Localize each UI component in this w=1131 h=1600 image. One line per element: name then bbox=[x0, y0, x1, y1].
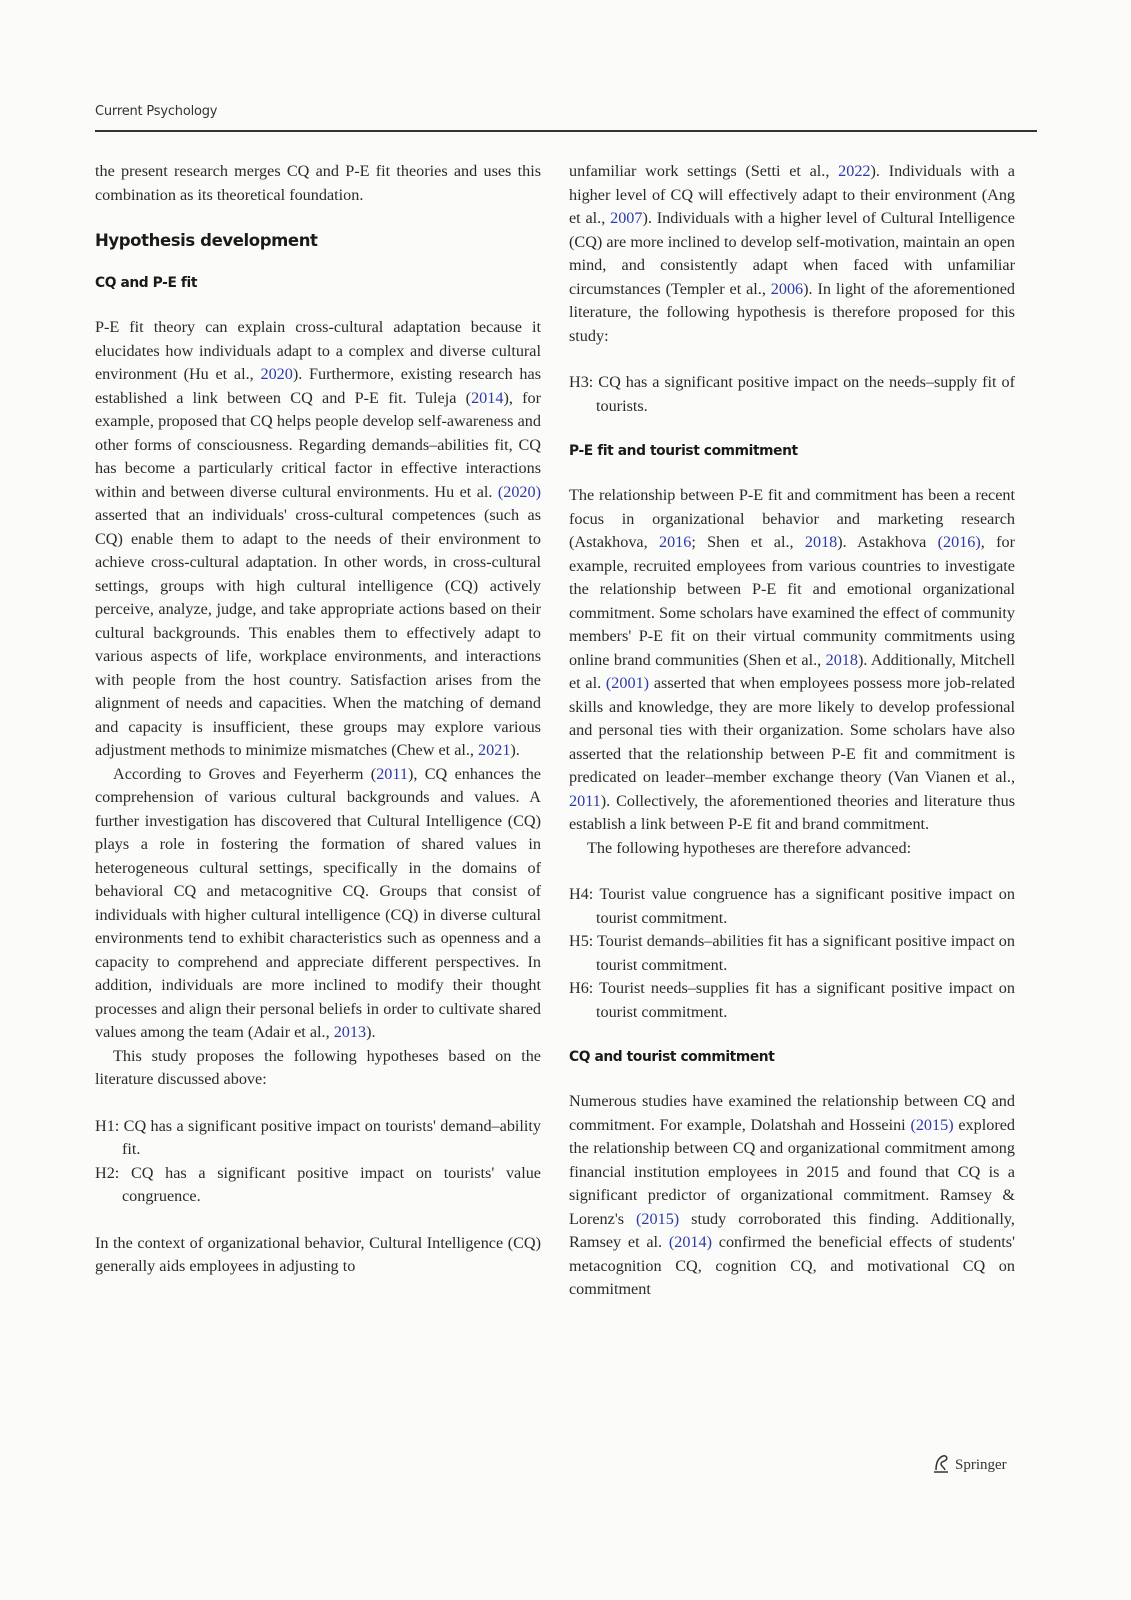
hypothesis-list bbox=[569, 883, 1015, 1024]
paragraph-hypotheses-advanced: The following hypotheses are therefore advanced: bbox=[587, 838, 912, 857]
citation-link[interactable]: 2006 bbox=[770, 279, 804, 298]
paragraph-unfamiliar-settings: unfamiliar work settings (Setti et al., 2022). Individuals with a higher level of CQ will effectively adapt to their environment (Ang et al., 2007). Individuals with a higher level of Cultural Intelligence (CQ) are more inclined to develop self-motivation, maintain an open mind, and consistently adapt when faced with unfamiliar circumstances (Templer et al., 2006). In light of the aforementioned literature, the following hypothesis is therefore proposed for this study: bbox=[569, 162, 1015, 345]
citation-link[interactable]: 2011 bbox=[376, 764, 408, 783]
citation-link[interactable]: (2014) bbox=[668, 1233, 713, 1251]
citation-link[interactable]: 2013 bbox=[333, 1023, 367, 1041]
hypothesis-h5: H5: Tourist demands–abilities fit has a significant positive impact on tourist commitment. bbox=[569, 932, 1015, 974]
citation-link[interactable]: (2001) bbox=[605, 674, 650, 692]
citation-link[interactable]: (2015) bbox=[636, 1209, 680, 1228]
citation-link[interactable]: 2011 bbox=[569, 791, 601, 810]
citation-link[interactable]: 2020 bbox=[260, 365, 293, 383]
subsection-heading-pe-fit-commitment: P-E fit and tourist commitment bbox=[569, 443, 798, 459]
paragraph-pe-fit-commitment: The relationship between P-E fit and commitment has been a recent focus in organizational behavior and marketing research (Astakhova, 2016; Shen et al., 2018). Astakhova (2016), for example, recruited employees from various countries to investigate the relationship between P-E fit and emotional organizational commitment. Some scholars have examined the effect of community members' P-E fit on their virtual community commitments using online brand communities (Shen et al., 2018). Additionally, Mitchell et al. (2001) asserted that when employees possess more job-related skills and knowledge, they are more likely to develop professional and personal ties with their organization. Some scholars have also asserted that the relationship between P-E fit and commitment is predicated on leader–member exchange theory (Van Vianen et al., 2011). Collectively, the aforementioned theories and literature thus establish a link between P-E fit and brand commitment. bbox=[569, 486, 1015, 833]
hypothesis-h6: H6: Tourist needs–supplies fit has a significant positive impact on tourist commitment. bbox=[569, 979, 1015, 1021]
left-column bbox=[95, 160, 541, 1279]
citation-link[interactable]: (2015) bbox=[910, 1115, 954, 1134]
journal-running-head: Current Psychology bbox=[95, 104, 218, 119]
citation-link[interactable]: 2021 bbox=[478, 741, 511, 759]
hypothesis-h1: H1: CQ has a significant positive impact on tourists' demand–ability fit. bbox=[95, 1116, 541, 1158]
citation-link[interactable]: 2018 bbox=[825, 650, 858, 669]
citation-link[interactable]: 2016 bbox=[658, 533, 692, 551]
intro-paragraph: the present research merges CQ and P-E fit theories and uses this combination as its theoretical foundation. bbox=[95, 162, 541, 204]
citation-link[interactable]: 2022 bbox=[838, 162, 871, 180]
hypothesis-h3: H3: CQ has a significant positive impact on the needs–supply fit of tourists. bbox=[569, 373, 1015, 415]
paragraph-organizational-behavior: In the context of organizational behavior, Cultural Intelligence (CQ) generally aids employees in adjusting to bbox=[95, 1233, 541, 1275]
citation-link[interactable]: (2020) bbox=[497, 482, 541, 501]
subsection-heading-cq-pe-fit: CQ and P-E fit bbox=[95, 275, 198, 291]
hypothesis-list bbox=[95, 1115, 541, 1209]
hypothesis-h2: H2: CQ has a significant positive impact on tourists' value congruence. bbox=[95, 1163, 541, 1205]
citation-link[interactable]: 2007 bbox=[610, 209, 643, 227]
right-column bbox=[569, 160, 1015, 1302]
header-rule bbox=[95, 130, 1037, 132]
paragraph-pe-fit-theory: P-E fit theory can explain cross-cultural adaptation because it elucidates how individuals adapt to a complex and diverse cultural environment (Hu et al., 2020). Furthermore, existing research has established a link between CQ and P-E fit. Tuleja (2014), for example, proposed that CQ helps people develop self-awareness and other forms of consciousness. Regarding demands–abilities fit, CQ has become a particularly critical factor in effective interactions within and between diverse cultural environments. Hu et al. (2020) asserted that an individuals' cross-cultural competences (such as CQ) enable them to adapt to the needs of their environment to achieve cross-cultural adaptation. In other words, in cross-cultural settings, groups with high cultural intelligence (CQ) actively perceive, analyze, judge, and take appropriate actions based on their cultural backgrounds. This enables them to effectively adapt to various aspects of life, workplace environments, and interactions with people from the host country. Satisfaction arises from the alignment of needs and capacities. When the matching of demand and capacity is insufficient, these groups may explore various adjustment methods to minimize mismatches (Chew et al., 2021). bbox=[95, 318, 542, 759]
citation-link[interactable]: 2014 bbox=[471, 388, 504, 407]
section-heading-hypothesis-development: Hypothesis development bbox=[95, 231, 318, 250]
citation-link[interactable]: 2018 bbox=[804, 533, 838, 551]
springer-horse-icon bbox=[932, 1453, 950, 1478]
citation-link[interactable]: (2016) bbox=[937, 533, 981, 551]
publisher-name: Springer bbox=[955, 1457, 1007, 1473]
paragraph-hypotheses-intro: This study proposes the following hypotheses based on the literature discussed above: bbox=[95, 1046, 541, 1088]
paragraph-cq-commitment: Numerous studies have examined the relationship between CQ and commitment. For example, Dolatshah and Hosseini (2015) explored the relationship between CQ and organizational commitment among financial institution employees in 2015 and found that CQ is a significant predictor of organizational commitment. Ramsey & Lorenz's (2015) study corroborated this finding. Additionally, Ramsey et al. (2014) confirmed the beneficial effects of students' metacognition CQ, cognition CQ, and motivational CQ on commitment bbox=[569, 1092, 1015, 1298]
subsection-heading-cq-commitment: CQ and tourist commitment bbox=[569, 1049, 775, 1065]
springer-logo bbox=[932, 1453, 1007, 1478]
hypothesis-list bbox=[569, 371, 1015, 418]
paragraph-groves-feyerherm: According to Groves and Feyerherm (2011), CQ enhances the comprehension of various cultural backgrounds and values. A further investigation has discovered that Cultural Intelligence (CQ) plays a role in fostering the formation of shared values in heterogeneous cultural settings, specifically in the domains of behavioral CQ and metacognitive CQ. Groups that consist of individuals with higher cultural intelligence (CQ) in diverse cultural environments tend to exhibit characteristics such as openness and a capacity to comprehend and appreciate different perspectives. In addition, individuals are more inclined to modify their thought processes and align their personal beliefs in order to cultivate shared values among the team (Adair et al., 2013). bbox=[95, 764, 541, 1041]
hypothesis-h4: H4: Tourist value congruence has a significant positive impact on tourist commitment. bbox=[569, 885, 1015, 927]
